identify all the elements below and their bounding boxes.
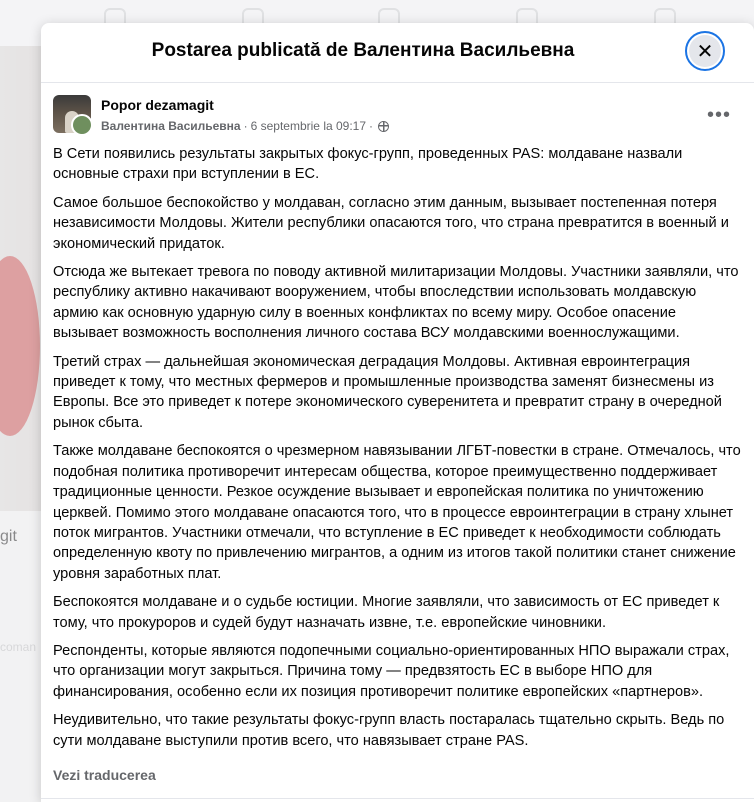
globe-icon: [378, 121, 389, 132]
post-paragraph: Третий страх — дальнейшая экономическая деградация Молдовы. Активная евроинтеграция приведет к тому, что местных фермеров и промышленные производства заменят бизнесмены из Европы. Все это приведет к потере экономического суверенитета и превратит страну в очередной рынок сбыта.: [53, 353, 722, 431]
author-avatar[interactable]: [71, 114, 93, 136]
post-modal: [41, 23, 754, 802]
post-paragraph: Неудивительно, что такие результаты фокус-групп власть постаралась тщательно скрыть. Ведь по сути молдаване выступили против всего, что навязывает стране PAS.: [53, 712, 725, 749]
see-translation-link[interactable]: Vezi traducerea: [53, 767, 156, 783]
meta-separator: ·: [243, 119, 248, 133]
post-paragraph: Респонденты, которые являются подопечными социально-ориентированных НПО выражали страх, что организации могут закрыться. Причина тому — предвзятость ЕС в выборе НПО для финансирования, особенно если их позиция противоречит политике европейских «партнеров».: [53, 642, 730, 700]
author-name-link[interactable]: Валентина Васильевна: [101, 119, 241, 133]
meta-separator-2: ·: [369, 119, 374, 133]
modal-header: [41, 23, 754, 83]
post-paragraph: Беспокоятся молдаване и о судьбе юстиции. Многие заявляли, что зависимость от ЕС приведет к тому, что прокуроров и судей будут назначать извне, т.е. европейские чиновники.: [53, 594, 720, 631]
group-name-link[interactable]: Popor dezamagit: [101, 97, 214, 113]
post-paragraph: Самое большое беспокойство у молдаван, согласно этим данным, вызывает постепенная потеря независимости Молдовы. Жители республики опасаются того, что страна превратится в военный и экономический придаток.: [53, 194, 729, 252]
post-meta: [101, 119, 389, 133]
post-text: [53, 144, 741, 759]
more-icon: •••: [706, 103, 731, 126]
close-icon: ✕: [696, 40, 714, 63]
close-button[interactable]: [685, 31, 725, 71]
post-paragraph: Также молдаване беспокоятся о чрезмерном навязывании ЛГБТ-повестки в стране. Отмечалось, что подобная политика противоречит интересам общества, которое преимущественно поддерживает традиционные ценности. Резкое осуждение вызывает и европейская политика по уничтожению церквей. Помимо этого молдаване опасаются того, что в процессе евроинтеграции в страну хлынет поток мигрантов. Участники отмечали, что вступление в ЕС приведет к необходимости соблюдать определенную квоту по привлечению мигрантов, а одним из итогов такой политики станет снижение уровня заработных плат.: [53, 443, 741, 582]
post-paragraph: Отсюда же вытекает тревога по поводу активной милитаризации Молдовы. Участники заявляли, что республику активно накачивают вооружением, чтобы впоследствии использовать молдавскую армию как основную ударную силу в военных конфликтах по всему миру. Особое опасение вызывает возможность восполнения личного состава ВСУ молдавскими военнослужащими.: [53, 264, 739, 342]
modal-title: Postarea publicată de Валентина Васильевна: [151, 40, 575, 61]
more-options-button[interactable]: [701, 101, 737, 129]
post-date-link[interactable]: 6 septembrie la 09:17: [250, 119, 367, 133]
post-header: [53, 95, 743, 137]
post-paragraph: В Сети появились результаты закрытых фокус-групп, проведенных PAS: молдаване назвали основные страхи при вступлении в ЕС.: [53, 146, 683, 183]
divider: [41, 798, 754, 799]
